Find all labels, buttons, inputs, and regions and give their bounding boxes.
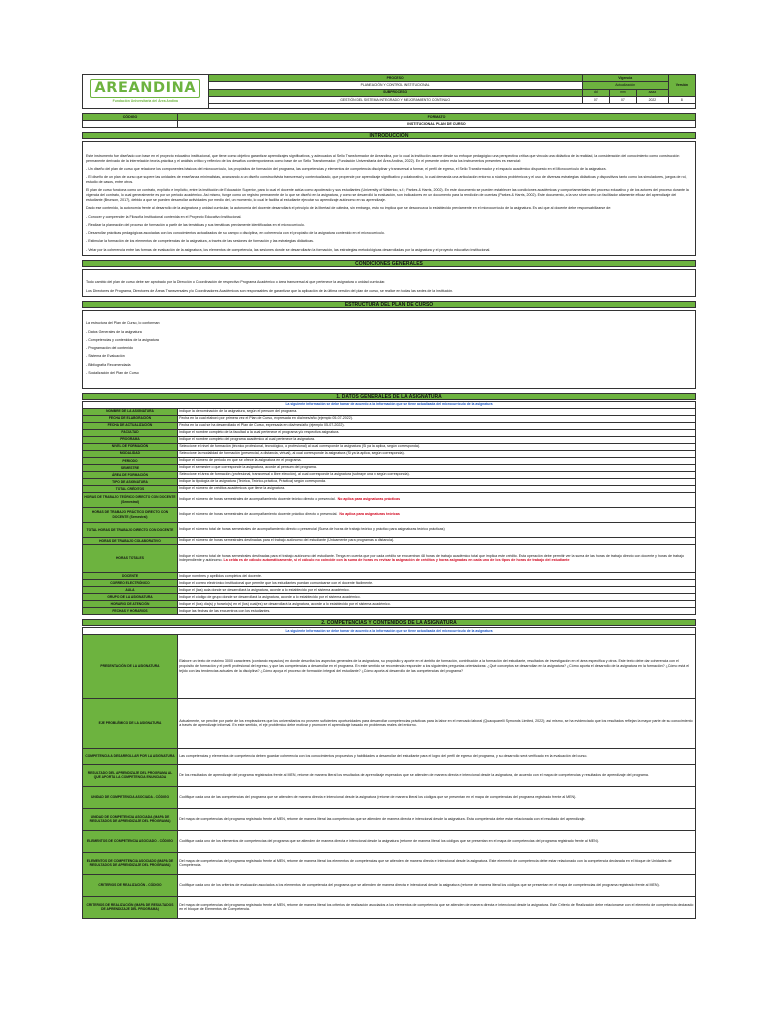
logo-name: AREANDINA: [90, 79, 200, 98]
docente-label: GRUPO DE LA ASIGNATURA: [83, 594, 178, 601]
comp-value: Codifique cada uno de los elementos de competencias del programa que se atienden de manera directa e intencional desde la asignatura (retome de manera literal los códigos que se presentan en el mapa de competencias del programa registrado frente al MEN).: [178, 830, 696, 852]
intro-paragraph: - Un diseño del plan de curso que relacione los componentes básicos del microcurrículo, los propósitos de formación del programa, las competencias y elementos de competencia disciplinar y transversal a formar, el perfil de egreso, el Sello Transformador y el espacio académico dispuesto en el Microcurrículo de la asignatura.: [86, 167, 607, 172]
version-label: Versión: [668, 75, 695, 97]
datos-label: FACULTAD: [83, 429, 178, 436]
formato-value: INSTITUCIONAL PLAN DE CURSO: [178, 121, 696, 128]
comp-label: COMPETENCIA A DESARROLLAR POR LA ASIGNATURA: [83, 748, 178, 764]
logo-subtitle: Fundación Universitaria del Área Andina: [112, 99, 178, 104]
vigencia-label: Vigencia: [582, 75, 668, 82]
comp-value: Codifique cada uno de los criterios de evaluación asociados a los elementos de competencia del programa que se atienden de manera directa e intencional desde la asignatura (retome de manera literal los códigos que se presentan en el mapa de competencias del programa registrado frente al MEN).: [178, 874, 696, 896]
comp-label: UNIDAD DE COMPETENCIA ASOCIADA - CÓDIGO: [83, 786, 178, 808]
introduccion-body: [82, 141, 696, 256]
datos-value: Indique el número de periodo en que se ofrece la asignatura en el programa.: [178, 457, 696, 464]
datos-value: Seleccione el área de formación (profesional, transversal o libre elección), al cual corresponde la asignatura (subraye una x según corresponda).: [178, 471, 696, 478]
mm-value: 07: [609, 96, 636, 103]
docente-label: HORARIO DE ATENCIÓN: [83, 601, 178, 608]
datos-value: Indique el nombre completo del programa académico al cual pertenece la asignatura.: [178, 436, 696, 443]
datos-value: Indique la denominación de la asignatura, según el pensum del programa.: [178, 408, 696, 415]
datos-value: Indique el semestre o que corresponde la asignatura, acorde al pensum del programa.: [178, 464, 696, 471]
docente-value: Indique las fechas de las encuentros con los estudiantes.: [178, 608, 696, 615]
datos-label: PERIODO: [83, 457, 178, 464]
section-introduccion: INTRODUCCIÓN: [82, 132, 696, 139]
datos-label: NOMBRE DE LA ASIGNATURA: [83, 408, 178, 415]
docente-value: Indique el (las) aula donde se desarrollará la asignatura, acorde a lo establecido por el sistema académico.: [178, 586, 696, 593]
estructura-item: - Programación del contenido: [86, 346, 133, 351]
estructura-body: [82, 310, 696, 388]
datos-value: Indique el número de créditos académicos que tiene la asignatura.: [178, 485, 696, 492]
horas-practico-value: Indique el número de horas semestrales de acompañamiento docente práctico directo o presencial.: [179, 512, 338, 517]
datos-value: Indique la tipología de la asignatura (Teórica, Teórico-práctica, Práctica) según corresponda.: [178, 478, 696, 485]
horas-totales-note: La celda es de cálculo automáticamente, si el cálculo no coincide con la suma de horas es revisar la asignación de créditos y horas asignadas en cada uno de los tipos de horas de trabajo del estudiante: [223, 558, 570, 563]
docente-label: FECHAS Y HORARIOS: [83, 608, 178, 615]
dd-label: dd: [582, 89, 609, 96]
horas-practico-label: HORAS DE TRABAJO PRÁCTICO DIRECTO CON DOCENTE (Semestral): [83, 507, 178, 522]
intro-paragraph: - El diseño de un plan de curso que supere las unidades de enseñanza minimalistas, avanzando a un diseño constructivista transversal y contextualizado, que propende por aprendizaje significativo y colaborativo, lo cual demanda una articulación entorno a núcleos problémicos y el uso de diversas estrategias didácticas y dispositivos tanto como los simuladores, juegos de rol, estudio de casos, entre otros.: [86, 175, 687, 185]
horas-practico-note: No aplica para asignaturas teóricas: [339, 512, 400, 517]
datos-value: Fecha en la cual se ha desarrollado el Plan de Curso, expresada en día/mes/año (ejemplo 05-07-2022).: [178, 422, 696, 429]
comp-value: Las competencias y elementos de competencia deben guardar coherencia con los conocimientos propuestos y habilidades a desarrollar del estudiante para el logro del perfil de egreso del programa, y su desarrollo será verificado en la evaluación del curso.: [178, 748, 696, 764]
intro-paragraph: Este instrumento fue diseñado con base en el proyecto educativo institucional, que tiene como objetivo garantizar aprendizajes significativos, y adecuados al Sello Transformador de Areandina, por lo cual la institución asume desde su enfoque pedagógico una perspectiva crítica que vincula una didáctica de la realidad, la consideración del conocimiento como construcción permanente derivado de la interrelación teoría-práctica y el análisis crítico y reflexivo de los desafíos contemporáneos como base de un Sello Transformador. (Fundación Universitaria del Área Andina, 2022). En el presente orden esta los instrumentos presentes es esencial:: [86, 154, 680, 163]
comp-value: Elabore un texto de máximo 3000 caracteres (contando espacios) en donde describa los aspectos generales de la asignatura, su propósito y aporte en el ámbito de formación, contribución a la formación del estudiante, resultados de investigación en el área específica y otros. Este texto debe dar coherencia con el propósito de formación y el perfil profesional del egreso, y que las competencias a desarrollar en el programa. En este sentido se recomienda responder a los siguientes preguntas orientadoras: ¿Qué conceptos se desarrollan en la asignatura? ¿Cómo aporta el desarrollo de la asignatura en la formación? ¿Cómo está el tejido con las tendencias actuales de la disciplina? ¿Cómo apoya el proceso de formación integral del estudiante? ¿Cómo aporta al desarrollo de las competencias del programa?: [178, 634, 696, 698]
intro-paragraph: - Desarrollar prácticas pedagógicas asociadas con los conocimientos actualizados de su campo o disciplina, en coherencia con el propósito de la asignatura contenido en el microcurrículo.: [86, 231, 385, 236]
mm-label: mm: [609, 89, 636, 96]
competencias-table: [82, 627, 696, 919]
competencias-note: La siguiente información se debe tomar de acuerdo a la información que se tiene actualizada del microcurrículo de la asignatura: [83, 628, 696, 635]
section-datos-generales: 1. DATOS GENERALES DE LA ASIGNATURA: [82, 393, 696, 400]
estructura-item: - Sistema de Evaluación: [86, 354, 125, 359]
estructura-item: - Datos Generales de la asignatura: [86, 329, 142, 334]
comp-label: EJE PROBLÉMICO DE LA ASIGNATURA: [83, 698, 178, 748]
docente-value: Indique el (los) día(s) y horario(s) en el (los) cual(es) se desarrollará la asignatura, acorde a lo establecido por el sistema académico.: [178, 601, 696, 608]
horas-teorico-note: No aplica para asignaturas prácticas: [337, 497, 401, 502]
datos-label: PROGRAMA: [83, 436, 178, 443]
horas-teorico-value: Indique el número de horas semestrales de acompañamiento docente teórico directo o presencial.: [179, 497, 336, 502]
plan-de-curso-document: [82, 74, 696, 919]
datos-label: TIPO DE ASIGNATURA: [83, 478, 178, 485]
intro-paragraph: Dado ese contenido, la autonomía frente al desarrollo de la asignatura y unidad curricular, la autonomía del docente desarrollará el principio de la libertad de cátedra, sin embargo, esto no implica que se desconozca lo establecido previamente en el microcurrículo de la asignatura. Es así que al docente debe responsabilizarse de:: [86, 206, 612, 211]
condiciones-body: [82, 269, 696, 297]
horas-practico-cell: [178, 507, 696, 522]
comp-label: PRESENTACIÓN DE LA ASIGNATURA: [83, 634, 178, 698]
datos-label: SEMESTRE: [83, 464, 178, 471]
dd-value: 07: [582, 96, 609, 103]
codigo-label: CÓDIGO: [83, 114, 178, 121]
comp-value: Del mapa de competencias del programa registrado frente al MEN, retome de manera literal las competencias que se atienden de manera directa e intencional desde la asignatura. Esta competencia debe estar relacionada con el resultado del aprendizaje.: [178, 808, 696, 830]
formato-label: FORMATO: [178, 114, 696, 121]
section-condiciones-generales: CONDICIONES GENERALES: [82, 260, 696, 267]
estructura-item: - Competencias y contenidos de la asignatura: [86, 337, 159, 342]
horas-teorico-label: HORAS DE TRABAJO TEÓRICO DIRECTO CON DOCENTE (Semestral): [83, 492, 178, 507]
horas-colab-value: Indique el número de horas semestrales destinadas para el trabajo autónomo del estudiante (Únicamente para programas a distancia).: [178, 537, 696, 544]
proceso-value: PLANEACIÓN Y CONTROL INSTITUCIONAL: [208, 82, 582, 89]
comp-value: Codifique cada una de las competencias del programa que se atienden de manera directa e intencional desde la asignatura (retome de manera literal los códigos que se presentan en el mapa de competencias del programa registrado frente al MEN).: [178, 786, 696, 808]
comp-label: CRITERIOS DE REALIZACIÓN - CÓDIGO: [83, 874, 178, 896]
datos-value: Seleccione la modalidad de formación (presencial, a distancia, virtual), al cual corresponde la asignatura (Si ya la aplica, según corresponda).: [178, 450, 696, 457]
horas-colab-label: HORAS DE TRABAJO COLABORATIVO: [83, 537, 178, 544]
docente-label: DOCENTE: [83, 572, 178, 579]
comp-value: Del mapa de competencias del programa registrado frente al MEN, retome de manera literal los elementos de competencias que se atienden de manera directa e intencional desde la asignatura. Este elemento de competencia debe estar relacionado con la competencia declarada en el bloque de Unidades de Competencia.: [178, 852, 696, 874]
comp-value: Del mapa de competencias del programa registrado frente al MEN, retome de manera literal los criterios de realización asociados a los elementos de competencia que se atienden de manera directa e intencional desde la asignatura. Este Criterio de Realización debe relacionarse con el elemento de competencia declarado en el bloque de Elementos de Competencia.: [178, 896, 696, 918]
datos-label: FECHA DE ACTUALIZACIÓN: [83, 422, 178, 429]
comp-label: ELEMENTOS DE COMPETENCIA ASOCIADO - CÓDIGO: [83, 830, 178, 852]
intro-paragraph: El plan de curso funciona como un contrato, explícito e implícito, entre la institución de Educación Superior, para lo cual el docente actúa como apoderado y sus estudiantes (University of Waterloo, s.f.; Parkes & Harris, 2002). En este documento se pueden establecer las condiciones académicas y comportamentales del proceso educativo y de los actores del proceso durante la vigencia del contrato, lo cual generalmente es por un periodo académico. Así mismo, funge como un registro permanente de lo que se diseñó en la asignatura, y como se desarrolló la evaluación, son indicadores en un documento para la rendición de cuentas (Parkes & Harris, 2002). Este documento, a la vez sirve como un facilitador altamente eficaz del aprendizaje del estudiante (Brunson, 2017), debido a que se pueden desarrollar actividades por medio del, un momento, lo cual le facilita al estudiante ejecutar su aprendizaje autónomo en su aprendizaje.: [86, 188, 689, 203]
subproceso-value: GESTIÓN DEL SISTEMA INTEGRADO Y MEJORAMIENTO CONTINUO: [208, 96, 582, 103]
intro-paragraph: - Realizar la planeación del proceso de formación a partir de las temáticas y sus temáticas previamente identificadas en el microcurrículo.: [86, 222, 305, 227]
version-value: 8: [668, 96, 695, 103]
condiciones-paragraph: Todo cambio del plan de curso debe ser aprobado por la Dirección o Coordinación de respectivo Programa Académico o área transversal al que pertenece la asignatura o unidad curricular.: [86, 280, 386, 285]
docente-value: Indique nombres y apellidos completos del docente.: [178, 572, 696, 579]
docente-value: Indique el correo electrónico institucional que permite que los estudiantes puedan comunicarse con el docente fácilmente.: [178, 579, 696, 586]
actualizacion-label: Actualización: [582, 82, 668, 89]
comp-label: RESULTADO DEL APRENDIZAJE DEL PROGRAMA AL QUE APORTA LA COMPETENCIA ENUNCIADA: [83, 764, 178, 786]
comp-label: CRITERIOS DE REALIZACIÓN (MAPA DE RESULTADOS DE APRENDIZAJE DEL PROGRAMA): [83, 896, 178, 918]
estructura-item: - Socialización del Plan de Curso: [86, 370, 139, 375]
docente-value: Indique el código de grupo donde se desarrollará la asignatura, acorde a lo establecido por el sistema académico.: [178, 594, 696, 601]
datos-label: FECHA DE ELABORACIÓN: [83, 415, 178, 422]
aaaa-label: aaaa: [637, 89, 669, 96]
estructura-item: - Bibliografía Recomendada: [86, 362, 131, 367]
intro-paragraph: - Estimular la formación de los elementos de competencias de la asignatura, a través de las sesiones de formación y las estrategias didácticas.: [86, 239, 314, 244]
horas-totales-value: Indique el número total de horas semestrales destinadas para el trabajo autónomo del estudiante. Tenga en cuenta que por cada crédito se encuentran 48 horas de trabajo académico total que implica este crédito. Esta operación debe permitir ver la suma de las horas de trabajo directo con docente y horas de trabajo independiente y autónomo.: [179, 553, 684, 563]
horas-totales-label: HORAS TOTALES: [83, 544, 178, 572]
comp-value: Actualmente, se percibe por parte de los empleadores que los universitarios no proveen suficientes oportunidades para desarrollar competencias prácticas para la labor en el mercado laboral (Quacquarelli Symonds Limited, 2022); así mismo, se ha evidenciado que los resultados reflejan la mayor parte de su conocimiento a través de aprendizaje informal. En este sentido, el eje problémico debe motivar y promover el aprendizaje basado en problemas reales del entorno.: [178, 698, 696, 748]
aaaa-value: 2022: [637, 96, 669, 103]
datos-label: ÁREA DE FORMACIÓN: [83, 471, 178, 478]
datos-note: La siguiente información se debe tomar de acuerdo a la información que se tiene actualizada del microcurrículo de la asignatura: [83, 401, 696, 408]
estructura-item: La estructura del Plan de Curso, lo conforman:: [86, 321, 161, 326]
horas-totales-cell: [178, 544, 696, 572]
datos-label: TOTAL CRÉDITOS: [83, 485, 178, 492]
codigo-formato-table: [82, 113, 696, 128]
datos-value: Indique el nombre completo de la facultad a la cual pertenece el programa y/o respectiva asignatura.: [178, 429, 696, 436]
docente-label: AULA: [83, 586, 178, 593]
comp-label: UNIDAD DE COMPETENCIA ASOCIADA (MAPA DE RESULTADOS DE APRENDIZAJE DEL PROGRAMA): [83, 808, 178, 830]
logo-cell: [83, 75, 209, 109]
horas-total-label: TOTAL HORAS DE TRABAJO DIRECTO CON DOCENTE: [83, 522, 178, 537]
comp-value: De los resultados de aprendizaje del programa registrados frente al MEN, retome de manera literal los resultados de aprendizaje esperados que se atienden de manera directa e intencional desde la asignatura, de acuerdo con el mapa de competencias y resultados de aprendizaje del programa.: [178, 764, 696, 786]
datos-generales-table: [82, 401, 696, 615]
intro-paragraph: - Conocer y comprender la Filosofía Institucional contenida en el Proyecto Educativo Institucional.: [86, 214, 242, 219]
horas-total-value: Indique el número total de horas semestrales de acompañamiento directo o presencial (Suma de horas de trabajo teórico y práctico para asignaturas teórico prácticas): [178, 522, 696, 537]
intro-paragraph: - Velar por la coherencia entre las formas de evaluación de la asignatura, los elementos de competencia, las sesiones donde se desarrollarán la formación, las estrategias metodológicas desarrolladas por la asignatura y el proyecto educativo institucional.: [86, 247, 491, 252]
codigo-value: [83, 121, 178, 128]
datos-value: Seleccione el nivel de formación (técnico profesional, tecnológico, o profesional) al cual corresponde la asignatura (Si ya la aplica, según corresponda).: [178, 443, 696, 450]
header-spacer: [208, 104, 695, 109]
document-header: [82, 74, 696, 109]
section-competencias: 2. COMPETENCIAS Y CONTENIDOS DE LA ASIGNATURA: [82, 619, 696, 626]
datos-label: MODALIDAD: [83, 450, 178, 457]
comp-label: ELEMENTOS DE COMPETENCIA ASOCIADO (MAPA DE RESULTADOS DE APRENDIZAJE DEL PROGRAMA): [83, 852, 178, 874]
section-estructura: ESTRUCTURA DEL PLAN DE CURSO: [82, 301, 696, 308]
subproceso-label: SUBPROCESO: [208, 89, 582, 96]
horas-teorico-cell: [178, 492, 696, 507]
proceso-label: PROCESO: [208, 75, 582, 82]
areandina-logo: [83, 75, 208, 108]
condiciones-paragraph: Los Directores de Programa, Directores de Áreas Transversales y/o Coordinadores Académicos son responsables de garantizar que la aplicación de la última versión del plan de curso, se realice en todas las sedes de la institución.: [86, 288, 454, 293]
docente-label: CORREO ELECTRÓNICO: [83, 579, 178, 586]
datos-label: NIVEL DE FORMACIÓN: [83, 443, 178, 450]
datos-value: Fecha en la cual elaboró por primera vez el Plan de Curso, expresada en día/mes/año (ejemplo 05-07-2022).: [178, 415, 696, 422]
